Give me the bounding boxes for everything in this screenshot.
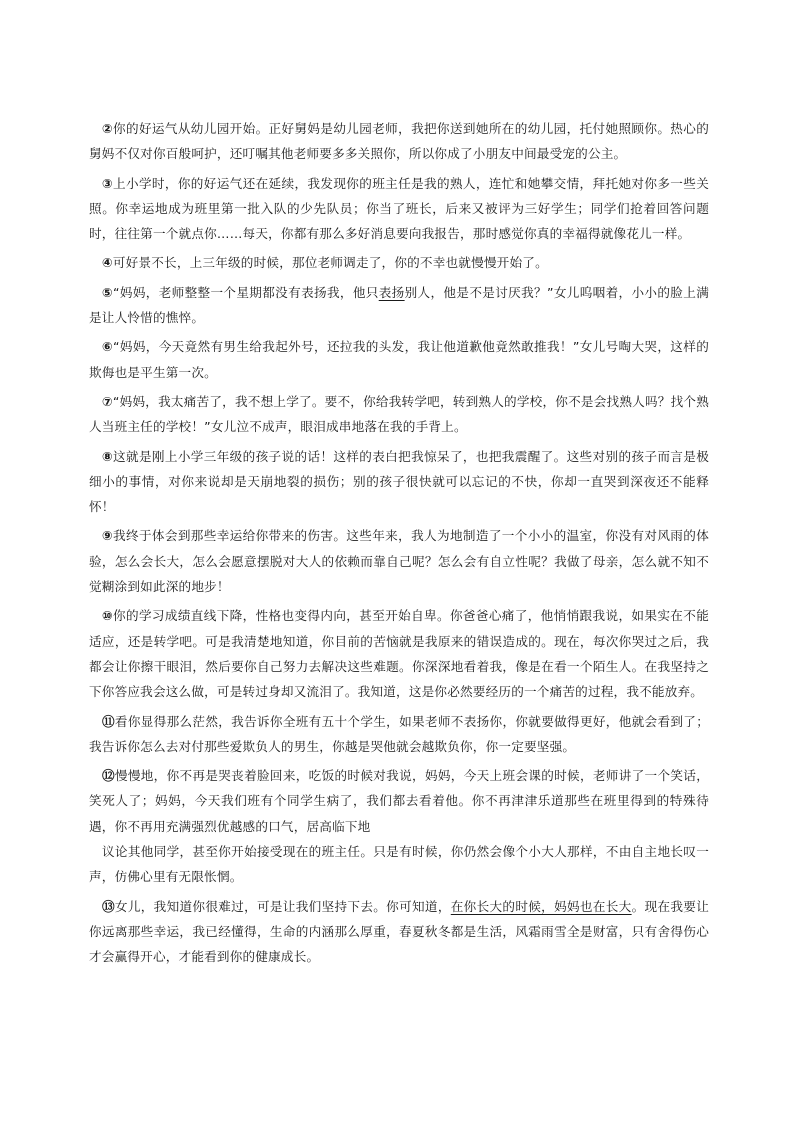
paragraph-marker: ⑥	[102, 339, 114, 355]
paragraph-text: 议论其他同学，甚至你开始接受现在的班主任。只是有时候，你仍然会像个小大人那样，不由自主地长叹一声，仿佛心里有无限怅惘。	[89, 844, 709, 885]
paragraph-marker: ⑩	[102, 608, 114, 624]
paragraph-text: 慢慢地，你不再是哭丧着脸回来，吃饭的时候对我说，妈妈，今天上班会课的时候，老师讲了一个笑话，笑死人了；妈妈，今天我们班有个同学生病了，我们都去看着他。你不再津津乐道那些在班里得到的特殊待遇，你不再用充满强烈优越感的口气，居高临下地	[89, 768, 709, 834]
paragraph-4	[89, 250, 709, 275]
paragraph-marker: ⑫	[102, 768, 115, 784]
paragraph-marker: ⑤	[102, 284, 114, 300]
paragraph-text: 可好景不长，上三年级的时候，那位老师调走了，你的不幸也就慢慢开始了。	[112, 255, 548, 271]
paragraph-10	[89, 603, 709, 704]
paragraph-text: 你的学习成绩直线下降，性格也变得内向，甚至开始自卑。你爸爸心痛了，他悄悄跟我说，如果实在不能适应，还是转学吧。可是我清楚地知道，你目前的苦恼就是我原来的错误造成的。现在，每次你哭过之后，我都会让你擦干眼泪，然后要你自己努力去解决这些难题。你深深地看着我，像是在看一个陌生人。在我坚持之下你答应我会这么做，可是转过身却又流泪了。我知道，这是你必然要经历的一个痛苦的过程，我不能放弃。	[89, 608, 709, 700]
paragraph-marker: ④	[102, 255, 113, 271]
article-body	[89, 116, 709, 974]
paragraph-13	[89, 894, 709, 970]
paragraph-5	[89, 280, 709, 331]
paragraph-text-before: “妈妈，老师整整一个星期都没有表扬我，他只	[113, 284, 379, 300]
paragraph-marker: ⑦	[102, 393, 113, 409]
paragraph-marker: ②	[102, 121, 114, 136]
paragraph-text-after: 别人，他是不是讨厌我？”女儿呜咽着，小小的脸上满是让人怜惜的憔悴。	[89, 284, 709, 326]
paragraph-11	[89, 709, 709, 760]
paragraph-marker: ⑪	[102, 713, 115, 729]
paragraph-12	[89, 763, 709, 839]
paragraph-marker: ⑨	[102, 528, 114, 544]
paragraph-marker: ⑧	[102, 448, 114, 464]
paragraph-12-continued	[89, 839, 709, 890]
paragraph-text-after: 。现在我要让你远离那些幸运，我已经懂得，生命的内涵那么厚重，春夏秋冬都是生活，风霜雨雪全是财富，只有舍得伤心才会赢得开心，才能看到你的健康成长。	[89, 898, 709, 965]
paragraph-marker: ⑬	[102, 898, 115, 914]
paragraph-7	[89, 389, 709, 440]
paragraph-text: 上小学时，你的好运气还在延续，我发现你的班主任是我的熟人，连忙和她攀交情，拜托她对你多一些关照。你幸运地成为班里第一批入队的少先队员；你当了班长，后来又被评为三好学生；同学们抢着回答问题时，往往第一个就点你……每天，你都有那么多好消息要向我报告，那时感觉你真的幸福得就像花儿一样。	[89, 175, 709, 242]
paragraph-text-before: 女儿，我知道你很难过，可是让我们坚持下去。你可知道，	[114, 898, 451, 914]
underlined-phrase: 表扬	[378, 284, 405, 300]
paragraph-3	[89, 171, 709, 247]
paragraph-text: 我终于体会到那些幸运给你带来的伤害。这些年来，我人为地制造了一个小小的温室，你没有对风雨的体验，怎么会长大，怎么会愿意摆脱对大人的依赖而靠自己呢？怎么会有自立性呢？我做了母亲，怎么就不知不觉糊涂到如此深的地步！	[89, 528, 709, 595]
paragraph-text: “妈妈，我太痛苦了，我不想上学了。要不，你给我转学吧，转到熟人的学校，你不是会找熟人吗？找个熟人当班主任的学校！”女儿泣不成声，眼泪成串地落在我的手背上。	[89, 393, 709, 435]
paragraph-text: 你的好运气从幼儿园开始。正好舅妈是幼儿园老师，我把你送到她所在的幼儿园，托付她照顾你。热心的舅妈不仅对你百般呵护，还叮嘱其他老师要多多关照你，所以你成了小朋友中间最受宠的公主。	[89, 121, 709, 162]
underlined-phrase: 在你长大的时候，妈妈也在长大	[450, 898, 632, 914]
paragraph-text: 看你显得那么茫然，我告诉你全班有五十个学生，如果老师不表扬你，你就要做得更好，他就会看到了；我告诉你怎么去对付那些爱欺负人的男生，你越是哭他就会越欺负你，你一定要坚强。	[89, 713, 709, 754]
paragraph-6	[89, 334, 709, 385]
paragraph-text: “妈妈，今天竟然有男生给我起外号，还拉我的头发，我让他道歉他竟然敢推我！”女儿号啕大哭，这样的欺侮也是平生第一次。	[89, 339, 709, 380]
paragraph-8	[89, 444, 709, 520]
paragraph-marker: ③	[102, 175, 114, 191]
paragraph-text: 这就是刚上小学三年级的孩子说的话！这样的表白把我惊呆了，也把我震醒了。这些对别的孩子而言是极细小的事情，对你来说却是天崩地裂的损伤；别的孩子很快就可以忘记的不快，你却一直哭到深夜还不能释怀！	[89, 448, 709, 515]
paragraph-2	[89, 116, 709, 167]
paragraph-9	[89, 523, 709, 599]
